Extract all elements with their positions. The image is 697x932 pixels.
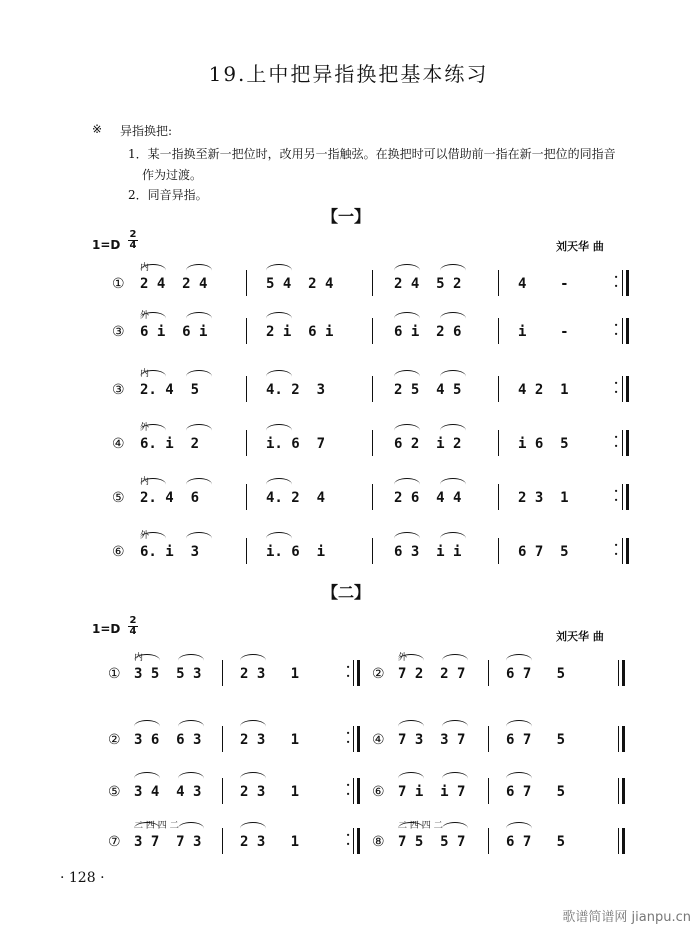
- measure-right-1: 7 5 5 7: [398, 834, 466, 850]
- repeat-thin-bar: [622, 376, 623, 402]
- time-top: 2: [129, 615, 137, 626]
- measure-left-2: 2 3 1: [240, 834, 300, 850]
- repeat-thin-bar: [353, 726, 354, 752]
- section-2-composer: 刘天华 曲: [556, 630, 604, 643]
- row-number: ⑤: [112, 490, 125, 506]
- repeat-thick-bar: [626, 270, 629, 296]
- repeat-dots: · ·: [614, 318, 619, 341]
- end-thick-bar: [622, 828, 625, 854]
- score-row: [0, 716, 697, 758]
- measure-1: 6 i 6 i: [140, 324, 208, 340]
- measure-left-1: 3 4 4 3: [134, 784, 202, 800]
- row-number: ⑥: [112, 544, 125, 560]
- note-item-1: 1．某一指换至新一把位时，改用另一指触弦。在换把时可以借助前一指在新一把位的同指音: [128, 147, 616, 161]
- bar-line: [488, 726, 489, 752]
- end-thick-bar: [622, 778, 625, 804]
- bar-line: [246, 318, 247, 344]
- fingering-mark: 外: [140, 423, 150, 433]
- measure-1: 6. i 3: [140, 544, 200, 560]
- row-number: ④: [372, 732, 385, 748]
- page-number: · 128 ·: [60, 870, 105, 886]
- time-bottom: 4: [129, 240, 137, 251]
- row-number: ⑦: [108, 834, 121, 850]
- measure-1: 2 4 2 4: [140, 276, 208, 292]
- measure-3: 6 2 i 2: [394, 436, 462, 452]
- bar-line: [498, 430, 499, 456]
- bar-line: [372, 270, 373, 296]
- note-heading: 异指换把:: [120, 124, 173, 138]
- measure-right-2: 6 7 5: [506, 666, 566, 682]
- bar-line: [498, 484, 499, 510]
- repeat-thin-bar: [622, 270, 623, 296]
- repeat-thick-bar: [357, 660, 360, 686]
- repeat-thin-bar: [353, 778, 354, 804]
- repeat-dots: · ·: [346, 660, 351, 683]
- measure-4: 4 2 1: [518, 382, 569, 398]
- measure-4: i -: [518, 324, 569, 340]
- measure-2: 5 4 2 4: [266, 276, 334, 292]
- bar-line: [246, 376, 247, 402]
- fingering-mark: 外: [140, 531, 150, 541]
- bar-line: [498, 270, 499, 296]
- bar-line: [488, 660, 489, 686]
- row-number: ⑤: [108, 784, 121, 800]
- section-2-key: 1=D: [92, 622, 121, 636]
- score-row: [0, 768, 697, 810]
- bar-line: [222, 726, 223, 752]
- bar-line: [488, 778, 489, 804]
- bar-line: [246, 484, 247, 510]
- note-marker: ※: [92, 122, 103, 136]
- fingering-mark: 内: [140, 263, 150, 273]
- fingering-mark: 外: [398, 653, 408, 663]
- section-1-key: 1=D: [92, 238, 121, 252]
- end-thin-bar: [618, 726, 619, 752]
- row-number: ④: [112, 436, 125, 452]
- score-row: [0, 474, 697, 516]
- section-1-label: 【一】: [322, 207, 371, 226]
- bar-line: [498, 318, 499, 344]
- bar-line: [372, 376, 373, 402]
- repeat-dots: · ·: [346, 726, 351, 749]
- measure-right-2: 6 7 5: [506, 784, 566, 800]
- measure-2: 4. 2 4: [266, 490, 326, 506]
- measure-4: i 6 5: [518, 436, 569, 452]
- bar-line: [222, 660, 223, 686]
- repeat-thick-bar: [357, 828, 360, 854]
- measure-4: 2 3 1: [518, 490, 569, 506]
- bar-line: [372, 318, 373, 344]
- measure-2: 2 i 6 i: [266, 324, 334, 340]
- score-row: [0, 528, 697, 570]
- bar-line: [372, 484, 373, 510]
- section-1-time-signature: [128, 230, 138, 251]
- measure-right-1: 7 3 3 7: [398, 732, 466, 748]
- row-number: ⑥: [372, 784, 385, 800]
- watermark: 歌谱简谱网 jianpu.cn: [562, 910, 691, 925]
- measure-3: 6 3 i i: [394, 544, 462, 560]
- repeat-dots: · ·: [614, 430, 619, 453]
- repeat-thin-bar: [622, 318, 623, 344]
- measure-left-2: 2 3 1: [240, 666, 300, 682]
- repeat-dots: · ·: [346, 828, 351, 851]
- measure-1: 2. 4 5: [140, 382, 200, 398]
- measure-right-1: 7 2 2 7: [398, 666, 466, 682]
- repeat-thick-bar: [626, 538, 629, 564]
- measure-left-1: 3 6 6 3: [134, 732, 202, 748]
- bar-line: [222, 828, 223, 854]
- repeat-thin-bar: [622, 484, 623, 510]
- fingering-mark: 外: [140, 311, 150, 321]
- fingering-mark: 内: [140, 477, 150, 487]
- repeat-thick-bar: [357, 778, 360, 804]
- repeat-dots: · ·: [614, 270, 619, 293]
- time-top: 2: [129, 229, 137, 240]
- row-number: ③: [112, 382, 125, 398]
- end-thin-bar: [618, 828, 619, 854]
- note-item-2: 2．同音异指。: [128, 188, 208, 202]
- fingering-mark: 内: [134, 653, 144, 663]
- end-thin-bar: [618, 778, 619, 804]
- measure-3: 2 6 4 4: [394, 490, 462, 506]
- end-thick-bar: [622, 660, 625, 686]
- measure-left-2: 2 3 1: [240, 732, 300, 748]
- section-1-composer: 刘天华 曲: [556, 240, 604, 253]
- repeat-thin-bar: [353, 660, 354, 686]
- bar-line: [498, 538, 499, 564]
- bar-line: [246, 538, 247, 564]
- section-2-time-signature: [128, 616, 138, 637]
- note-item-1-cont: 作为过渡。: [142, 168, 203, 182]
- row-number: ①: [112, 276, 125, 292]
- repeat-thick-bar: [626, 484, 629, 510]
- row-number: ③: [112, 324, 125, 340]
- fingering-mark: 二 四 四 二: [398, 821, 443, 831]
- score-row: [0, 650, 697, 692]
- end-thin-bar: [618, 660, 619, 686]
- fingering-mark: 二 四 四 二: [134, 821, 179, 831]
- measure-3: 2 5 4 5: [394, 382, 462, 398]
- repeat-thick-bar: [626, 430, 629, 456]
- bar-line: [246, 430, 247, 456]
- bar-line: [246, 270, 247, 296]
- page-title: 19.上中把异指换把基本练习: [208, 62, 489, 86]
- time-bottom: 4: [129, 626, 137, 637]
- measure-1: 6. i 2: [140, 436, 200, 452]
- score-row: [0, 260, 697, 302]
- score-row: [0, 366, 697, 408]
- measure-3: 2 4 5 2: [394, 276, 462, 292]
- score-row: [0, 420, 697, 462]
- measure-left-1: 3 7 7 3: [134, 834, 202, 850]
- row-number: ②: [108, 732, 121, 748]
- measure-left-2: 2 3 1: [240, 784, 300, 800]
- repeat-dots: · ·: [346, 778, 351, 801]
- measure-right-1: 7 i i 7: [398, 784, 466, 800]
- measure-2: i. 6 i: [266, 544, 326, 560]
- repeat-thick-bar: [357, 726, 360, 752]
- measure-2: 4. 2 3: [266, 382, 326, 398]
- measure-left-1: 3 5 5 3: [134, 666, 202, 682]
- bar-line: [372, 538, 373, 564]
- measure-right-2: 6 7 5: [506, 732, 566, 748]
- repeat-thin-bar: [622, 430, 623, 456]
- measure-right-2: 6 7 5: [506, 834, 566, 850]
- section-2-label: 【二】: [322, 583, 371, 602]
- repeat-dots: · ·: [614, 484, 619, 507]
- fingering-mark: 内: [140, 369, 150, 379]
- measure-4: 4 -: [518, 276, 569, 292]
- bar-line: [372, 430, 373, 456]
- row-number: ①: [108, 666, 121, 682]
- row-number: ⑧: [372, 834, 385, 850]
- score-row: [0, 308, 697, 350]
- repeat-thick-bar: [626, 318, 629, 344]
- measure-3: 6 i 2 6: [394, 324, 462, 340]
- measure-1: 2. 4 6: [140, 490, 200, 506]
- repeat-thin-bar: [622, 538, 623, 564]
- score-row: [0, 818, 697, 860]
- repeat-dots: · ·: [614, 376, 619, 399]
- repeat-dots: · ·: [614, 538, 619, 561]
- measure-2: i. 6 7: [266, 436, 326, 452]
- measure-4: 6 7 5: [518, 544, 569, 560]
- bar-line: [488, 828, 489, 854]
- repeat-thin-bar: [353, 828, 354, 854]
- bar-line: [222, 778, 223, 804]
- bar-line: [498, 376, 499, 402]
- repeat-thick-bar: [626, 376, 629, 402]
- row-number: ②: [372, 666, 385, 682]
- end-thick-bar: [622, 726, 625, 752]
